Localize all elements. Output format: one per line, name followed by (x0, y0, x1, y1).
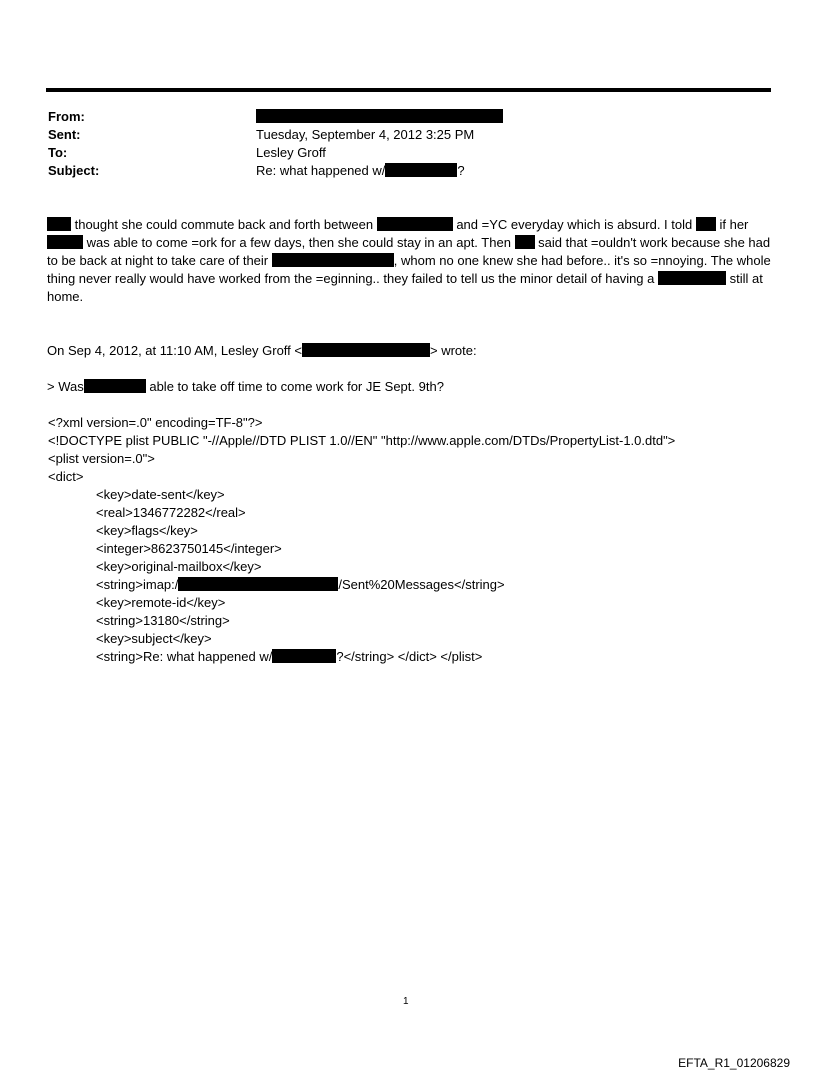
redaction-box (84, 379, 146, 393)
body-text: if her (715, 217, 749, 232)
redaction-box (302, 343, 430, 357)
plist-metadata (48, 414, 675, 666)
subject-row (48, 162, 503, 180)
redaction-box (47, 217, 71, 231)
xml-line: <integer>8623750145</integer> (96, 541, 282, 556)
sent-value: Tuesday, September 4, 2012 3:25 PM (256, 127, 475, 142)
page-number: 1 (403, 996, 409, 1007)
redaction-box (178, 577, 338, 591)
from-label: From: (48, 109, 85, 124)
email-header (48, 108, 503, 180)
xml-line: <?xml version=.0" encoding=TF-8"?> (48, 415, 263, 430)
body-text: was able to come =ork for a few days, then she could stay in an apt. Then (83, 235, 515, 250)
reply-attribution (47, 342, 777, 360)
xml-line (48, 576, 675, 594)
xml-text: /Sent%20Messages</string> (338, 577, 505, 592)
xml-line: <key>original-mailbox</key> (96, 559, 262, 574)
xml-line: <key>subject</key> (96, 631, 212, 646)
redaction-box (385, 163, 457, 177)
document-id: EFTA_R1_01206829 (678, 1056, 790, 1070)
attribution-text: > wrote: (430, 343, 477, 358)
sent-row (48, 126, 503, 144)
quote-text: > Was (47, 379, 84, 394)
to-label: To: (48, 145, 68, 160)
redaction-box (272, 253, 394, 267)
subject-prefix: Re: what happened w/ (256, 163, 386, 178)
xml-line (48, 648, 675, 666)
attribution-text: On Sep 4, 2012, at 11:10 AM, Lesley Groff < (47, 343, 302, 358)
xml-line: <key>flags</key> (96, 523, 198, 538)
xml-line: <real>1346772282</real> (96, 505, 246, 520)
to-value: Lesley Groff (256, 145, 326, 160)
body-text: , whom no one knew she had before.. it's so =nnoying. The whole thing never really would have worked from the =eginning.. they failed to tell us the minor detail of having a (47, 253, 771, 286)
xml-text: ?</string> </dict> </plist> (336, 649, 483, 664)
xml-line: <!DOCTYPE plist PUBLIC "-//Apple//DTD PLIST 1.0//EN" "http://www.apple.com/DTDs/PropertyList-1.0.dtd"> (48, 433, 676, 448)
body-text: and =YC everyday which is absurd. I told (452, 217, 696, 232)
redaction-box (272, 649, 336, 663)
subject-suffix: ? (457, 163, 465, 178)
xml-line: <dict> (48, 469, 84, 484)
header-rule (46, 88, 771, 92)
xml-text: <string>imap:/ (96, 577, 179, 592)
sent-label: Sent: (48, 127, 81, 142)
redaction-box (696, 217, 716, 231)
redaction-box (515, 235, 535, 249)
redaction-box (377, 217, 453, 231)
body-text: thought she could commute back and forth between (71, 217, 377, 232)
redaction-box (658, 271, 726, 285)
body-text: said that =ouldn't work because she had to be back at night to take care of their (47, 235, 771, 268)
xml-line: <key>remote-id</key> (96, 595, 226, 610)
message-body (47, 216, 777, 306)
xml-line: <string>13180</string> (96, 613, 230, 628)
redaction-box (47, 235, 83, 249)
quote-text: able to take off time to come work for JE Sept. 9th? (145, 379, 444, 394)
xml-line: <key>date-sent</key> (96, 487, 225, 502)
from-row (48, 108, 503, 126)
quoted-text (47, 378, 777, 396)
xml-text: <string>Re: what happened w/ (96, 649, 273, 664)
to-row (48, 144, 503, 162)
redaction-box (256, 109, 503, 123)
subject-label: Subject: (48, 163, 100, 178)
xml-line: <plist version=.0"> (48, 451, 155, 466)
body-text: still at home. (47, 271, 763, 304)
